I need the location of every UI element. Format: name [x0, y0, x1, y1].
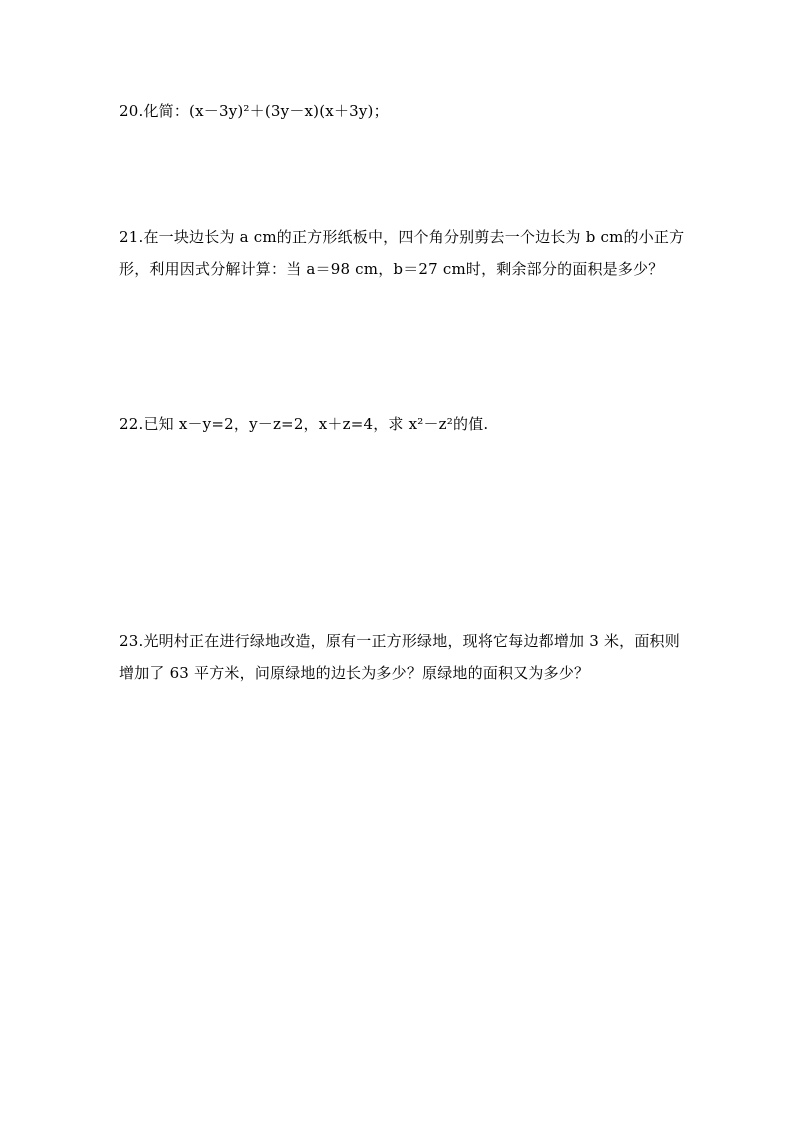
question-21-text-line-2: 形，利用因式分解计算：当 a＝98 cm，b＝27 cm时，剩余部分的面积是多少？ [119, 260, 664, 278]
question-23-text-line-1: 23.光明村正在进行绿地改造，原有一正方形绿地，现将它每边都增加 3 米，面积则 [119, 632, 680, 650]
question-23-text-line-2: 增加了 63 平方米，问原绿地的边长为多少？原绿地的面积又为多少？ [119, 664, 590, 682]
question-21-text-line-1: 21.在一块边长为 a cm的正方形纸板中，四个角分别剪去一个边长为 b cm的小正方 [119, 228, 685, 246]
question-22-text: 22.已知 x－y=2，y－z=2，x＋z=4，求 x²－z²的值. [119, 415, 489, 433]
question-20-text: 20.化简：(x－3y)²＋(3y－x)(x＋3y)； [119, 102, 389, 120]
